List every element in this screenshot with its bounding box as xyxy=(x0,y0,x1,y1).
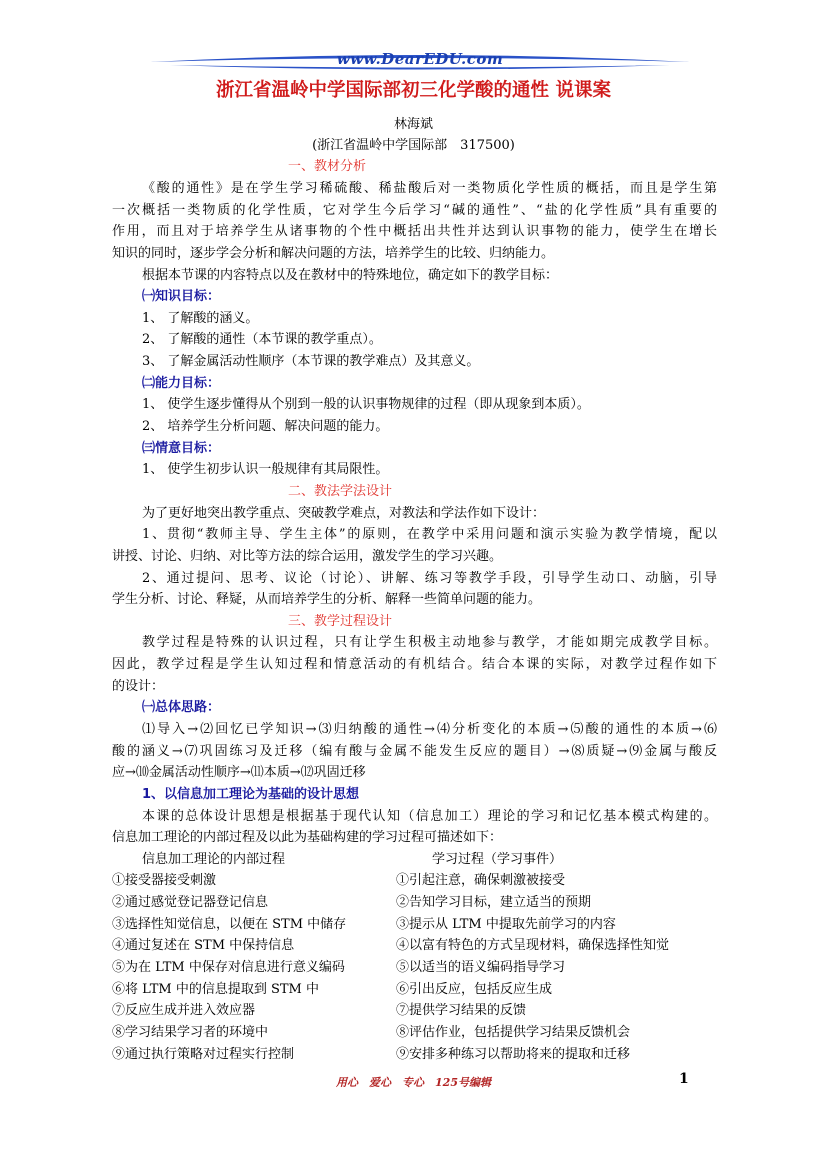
section-heading-2: 二、教法学法设计 xyxy=(288,484,393,499)
list-item: 2、 了解酸的通性（本节课的教学重点）。 xyxy=(142,332,382,347)
paragraph-line: 信息加工理论的内部过程及以此为基础构建的学习过程可描述如下： xyxy=(112,830,503,845)
table-cell-right: ③提示从 LTM 中提取先前学习的内容 xyxy=(396,917,616,932)
table-cell-left: ⑦反应生成并进入效应器 xyxy=(112,1003,256,1018)
table-header-right: 学习过程（学习事件） xyxy=(432,852,563,867)
paragraph-line: 一次概括一类物质的化学性质，它对学生今后学习“碱的通性”、“盐的化学性质”具有重要的 xyxy=(112,203,717,218)
table-cell-left: ④通过复述在 STM 中保持信息 xyxy=(112,938,295,953)
paragraph-line: 本课的总体设计思想是根据基于现代认知（信息加工）理论的学习和记忆基本模式构建的。 xyxy=(142,809,717,824)
table-cell-right: ⑦提供学习结果的反馈 xyxy=(396,1003,527,1018)
table-cell-right: ⑥引出反应，包括反应生成 xyxy=(396,982,553,997)
table-cell-left: ②通过感觉登记器登记信息 xyxy=(112,895,269,910)
section-heading-1: 一、教材分析 xyxy=(288,159,367,174)
paragraph-line: 教学过程是特殊的认识过程，只有让学生积极主动地参与教学，才能如期完成教学目标。 xyxy=(142,635,717,650)
paragraph-line: 根据本节课的内容特点以及在教材中的特殊地位，确定如下的教学目标： xyxy=(142,268,559,283)
table-cell-left: ⑥将 LTM 中的信息提取到 STM 中 xyxy=(112,982,319,997)
paragraph-line: 为了更好地突出教学重点、突破教学难点，对教法和学法作如下设计： xyxy=(142,506,546,521)
paragraph-line: 的设计： xyxy=(112,679,165,694)
list-item: 1、 使学生逐步懂得从个别到一般的认识事物规律的过程（即从现象到本质）。 xyxy=(142,397,590,412)
paragraph-line: 作用，而且对于培养学生从诸事物的个性中概括出共性并达到认识事物的能力，使学生在增长 xyxy=(112,224,717,239)
table-cell-right: ⑤以适当的语义编码指导学习 xyxy=(396,960,566,975)
table-cell-left: ⑨通过执行策略对过程实行控制 xyxy=(112,1047,295,1062)
table-cell-right: ④以富有特色的方式呈现材料，确保选择性知觉 xyxy=(396,938,670,953)
subheading-design-idea: 1、以信息加工理论为基础的设计思想 xyxy=(142,787,360,802)
table-cell-right: ⑧评估作业，包括提供学习结果反馈机会 xyxy=(396,1025,631,1040)
paragraph-line: 应→⑽金属活动性顺序→⑾本质→⑿巩固迁移 xyxy=(112,765,366,780)
list-item: 3、 了解金属活动性顺序（本节课的教学难点）及其意义。 xyxy=(142,354,480,369)
document-title: 浙江省温岭中学国际部初三化学酸的通性 说课案 xyxy=(216,80,611,101)
paragraph-line: ⑴导入→⑵回忆已学知识→⑶归纳酸的通性→⑷分析变化的本质→⑸酸的通性的本质→⑹ xyxy=(142,722,717,737)
paragraph-line: 学生分析、讨论、释疑，从而培养学生的分析、解释一些简单问题的能力。 xyxy=(112,592,542,607)
header-url[interactable]: www.DearEDU.com xyxy=(336,50,504,68)
page-number: 1 xyxy=(679,1071,689,1087)
table-cell-left: ①接受器接受刺激 xyxy=(112,873,217,888)
subheading-ability-goals: ㈡能力目标： xyxy=(142,376,221,391)
paragraph-line: 因此，教学过程是学生认知过程和情意活动的有机结合。结合本课的实际，对教学过程作如下 xyxy=(112,657,717,672)
subheading-overall-plan: ㈠总体思路： xyxy=(142,700,221,715)
list-item: 1、 了解酸的涵义。 xyxy=(142,311,259,326)
table-cell-right: ⑨安排多种练习以帮助将来的提取和迁移 xyxy=(396,1047,631,1062)
paragraph-line: 1、贯彻“教师主导、学生主体”的原则，在教学中采用问题和演示实验为教学情境，配以 xyxy=(142,527,717,542)
subheading-knowledge-goals: ㈠知识目标： xyxy=(142,289,221,304)
list-item: 1、 使学生初步认识一般规律有其局限性。 xyxy=(142,462,389,477)
table-cell-right: ②告知学习目标，建立适当的预期 xyxy=(396,895,592,910)
paragraph-line: 酸的涵义→⑺巩固练习及迁移（编有酸与金属不能发生反应的题目）→⑻质疑→⑼金属与酸反 xyxy=(112,744,717,759)
table-cell-left: ③选择性知觉信息，以便在 STM 中储存 xyxy=(112,917,347,932)
section-heading-3: 三、教学过程设计 xyxy=(288,614,393,629)
author: 林海斌 xyxy=(393,117,433,132)
table-cell-right: ①引起注意，确保刺激被接受 xyxy=(396,873,566,888)
subheading-emotion-goals: ㈢情意目标： xyxy=(142,441,221,456)
paragraph-line: 《酸的通性》是在学生学习稀硫酸、稀盐酸后对一类物质化学性质的概括，而且是学生第 xyxy=(142,181,717,196)
paragraph-line: 讲授、讨论、归纳、对比等方法的综合运用，激发学生的学习兴趣。 xyxy=(112,549,503,564)
site-header xyxy=(150,50,690,74)
table-cell-left: ⑤为在 LTM 中保存对信息进行意义编码 xyxy=(112,960,345,975)
page-footer: 用心 爱心 专心 125号编辑 xyxy=(336,1076,491,1089)
paragraph-line: 2、通过提问、思考、议论（讨论）、讲解、练习等教学手段，引导学生动口、动脑，引导 xyxy=(142,571,717,586)
affiliation: (浙江省温岭中学国际部 317500) xyxy=(312,138,515,153)
table-header-left: 信息加工理论的内部过程 xyxy=(142,852,286,867)
list-item: 2、 培养学生分析问题、解决问题的能力。 xyxy=(142,419,389,434)
paragraph-line: 知识的同时，逐步学会分析和解决问题的方法，培养学生的比较、归纳能力。 xyxy=(112,246,555,261)
table-cell-left: ⑧学习结果学习者的环境中 xyxy=(112,1025,269,1040)
